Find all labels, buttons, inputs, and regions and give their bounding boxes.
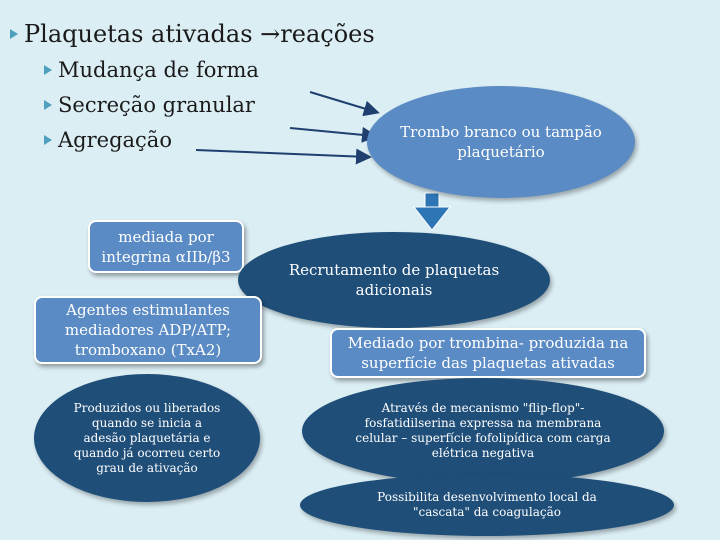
- bullet-text: Agregação: [58, 128, 172, 152]
- arrow-shape-change: [310, 92, 376, 112]
- produced-ellipse: [34, 374, 260, 502]
- agents-box: [34, 296, 262, 364]
- thrombin-box: [330, 328, 646, 378]
- recruitment-ellipse: [238, 232, 550, 328]
- arrow-aggregation: [196, 150, 368, 157]
- recruitment-text: Recrutamento de plaquetas adicionais: [288, 261, 500, 299]
- integrin-box: [88, 220, 244, 273]
- produced-text: Produzidos ou liberados quando se inicia a adesão plaquetária e quando já ocorreu certo grau de ativação: [73, 400, 221, 475]
- agents-text: Agentes estimulantes mediadores ADP/ATP; tromboxano (TxA2): [64, 301, 232, 359]
- bullet-text: Secreção granular: [58, 93, 255, 117]
- down-block-arrow-icon: [414, 193, 450, 230]
- white-thrombus-text: Trombo branco ou tampão plaquetário: [400, 123, 602, 161]
- white-thrombus-ellipse: [367, 86, 635, 198]
- flipflop-ellipse: [302, 378, 664, 484]
- thrombin-text: Mediado por trombina- produzida na superfície das plaquetas ativadas: [347, 334, 629, 372]
- bullet-text: Mudança de forma: [58, 58, 259, 82]
- flipflop-text: Através de mecanismo "flip-flop"- fosfatidilserina expressa na membrana celular – superfície fofolipídica com carga elétrica negativa: [355, 401, 611, 460]
- slide-title-text: Plaquetas ativadas →reações: [24, 20, 375, 48]
- arrow-granular-secretion: [290, 128, 374, 136]
- integrin-text: mediada por integrina αIIb/β3: [101, 227, 231, 266]
- cascade-ellipse: [300, 474, 674, 536]
- cascade-text: Possibilita desenvolvimento local da "cascata" da coagulação: [377, 490, 597, 519]
